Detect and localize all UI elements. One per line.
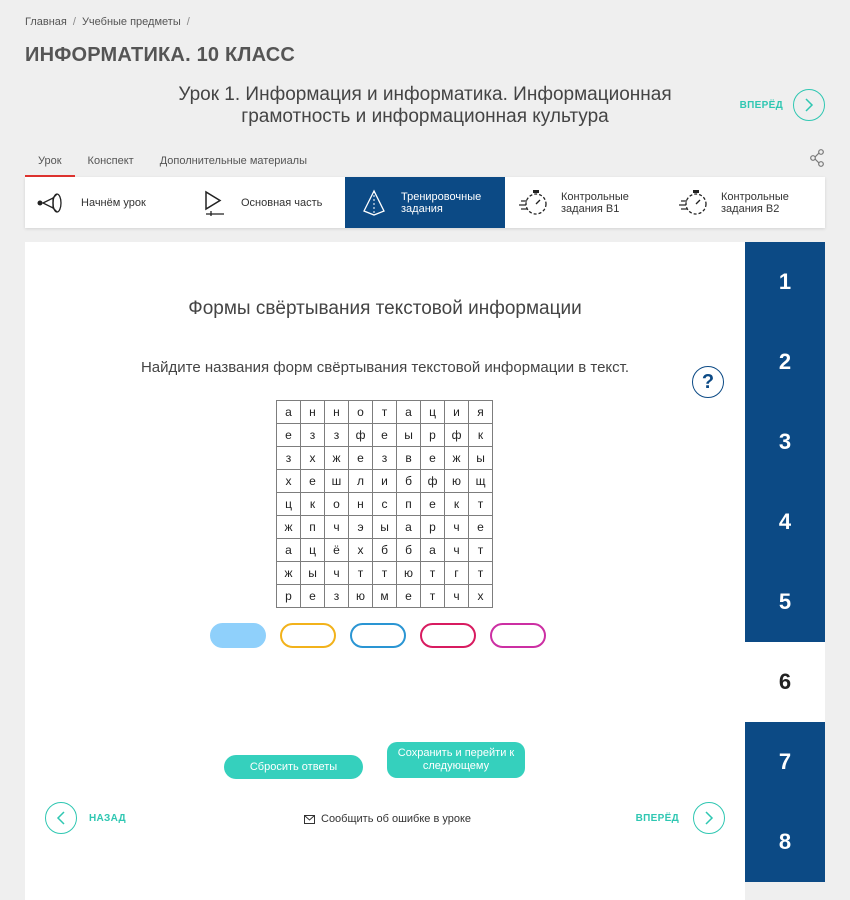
grid-row — [277, 539, 493, 562]
grid-cell[interactable]: е — [301, 585, 325, 608]
breadcrumb — [25, 16, 190, 28]
grid-cell[interactable]: ё — [325, 539, 349, 562]
forward-nav[interactable] — [636, 802, 725, 834]
grid-cell[interactable]: ч — [445, 585, 469, 608]
grid-cell[interactable]: х — [277, 470, 301, 493]
section-control-b2[interactable] — [665, 177, 825, 228]
grid-cell[interactable]: х — [469, 585, 493, 608]
step-3[interactable]: 3 — [745, 402, 825, 482]
megaphone-icon — [37, 188, 71, 218]
grid-cell[interactable]: ю — [349, 585, 373, 608]
grid-cell[interactable]: в — [397, 447, 421, 470]
play-icon — [197, 188, 231, 218]
grid-cell[interactable]: ч — [445, 539, 469, 562]
section-start-lesson-label: Начнём урок — [81, 196, 146, 209]
grid-cell[interactable]: г — [445, 562, 469, 585]
tab-lesson[interactable]: Урок — [25, 155, 75, 177]
section-start-lesson[interactable] — [25, 177, 185, 228]
grid-cell[interactable]: ы — [373, 516, 397, 539]
step-2[interactable]: 2 — [745, 322, 825, 402]
grid-cell[interactable]: н — [301, 401, 325, 424]
grid-row — [277, 493, 493, 516]
grid-cell[interactable]: ы — [301, 562, 325, 585]
grid-row — [277, 424, 493, 447]
grid-cell[interactable]: а — [277, 401, 301, 424]
section-main-part[interactable] — [185, 177, 345, 228]
grid-cell[interactable]: я — [469, 401, 493, 424]
grid-cell[interactable]: з — [373, 447, 397, 470]
save-and-next-button[interactable]: Сохранить и перейти к следующему — [387, 742, 525, 778]
step-5[interactable]: 5 — [745, 562, 825, 642]
lesson-tabs — [25, 155, 320, 177]
grid-cell[interactable]: ю — [397, 562, 421, 585]
grid-cell[interactable]: р — [277, 585, 301, 608]
section-training-tasks-label: Тренировочные задания — [401, 190, 482, 215]
grid-cell[interactable]: ы — [397, 424, 421, 447]
grid-cell[interactable]: б — [373, 539, 397, 562]
lesson-title: Урок 1. Информация и информатика. Информационная грамотность и информационная культура — [178, 84, 672, 127]
step-1[interactable]: 1 — [745, 242, 825, 322]
task-steps — [745, 242, 825, 882]
grid-cell[interactable]: з — [325, 585, 349, 608]
grid-cell[interactable]: и — [445, 401, 469, 424]
task-panel — [25, 242, 745, 900]
grid-cell[interactable]: з — [301, 424, 325, 447]
grid-cell[interactable]: к — [445, 493, 469, 516]
step-8[interactable]: 8 — [745, 802, 825, 882]
grid-row — [277, 562, 493, 585]
grid-cell[interactable]: ж — [445, 447, 469, 470]
tab-extra-materials[interactable]: Дополнительные материалы — [159, 155, 308, 167]
grid-cell[interactable]: ш — [325, 470, 349, 493]
breadcrumb-home[interactable]: Главная — [25, 16, 67, 28]
answer-slot[interactable] — [420, 623, 476, 648]
grid-cell[interactable]: ф — [445, 424, 469, 447]
grid-cell[interactable]: ч — [325, 516, 349, 539]
grid-cell[interactable]: ц — [421, 401, 445, 424]
grid-cell[interactable]: т — [349, 562, 373, 585]
forward-button[interactable] — [693, 802, 725, 834]
grid-cell[interactable]: е — [421, 493, 445, 516]
grid-cell[interactable]: б — [397, 470, 421, 493]
grid-cell[interactable]: е — [469, 516, 493, 539]
grid-cell[interactable]: ы — [469, 447, 493, 470]
word-search-grid — [276, 400, 493, 608]
grid-cell[interactable]: к — [469, 424, 493, 447]
stopwatch-icon — [517, 188, 551, 218]
grid-cell[interactable]: т — [469, 493, 493, 516]
section-main-part-label: Основная часть — [241, 196, 323, 209]
grid-cell[interactable]: о — [325, 493, 349, 516]
grid-cell[interactable]: э — [349, 516, 373, 539]
grid-cell[interactable]: х — [301, 447, 325, 470]
top-forward-nav[interactable] — [740, 89, 825, 121]
answer-slot[interactable] — [280, 623, 336, 648]
grid-cell[interactable]: с — [373, 493, 397, 516]
envelope-icon — [304, 815, 315, 824]
grid-cell[interactable]: з — [325, 424, 349, 447]
share-icon[interactable] — [809, 149, 825, 167]
chevron-right-icon — [704, 811, 714, 825]
grid-row — [277, 585, 493, 608]
reset-answers-button[interactable]: Сбросить ответы — [224, 755, 363, 779]
grid-cell[interactable]: т — [469, 562, 493, 585]
grid-cell[interactable]: т — [373, 562, 397, 585]
grid-cell[interactable]: е — [421, 447, 445, 470]
back-label[interactable]: НАЗАД — [89, 812, 126, 824]
section-training-tasks[interactable] — [345, 177, 505, 228]
grid-cell[interactable]: м — [373, 585, 397, 608]
back-button[interactable] — [45, 802, 77, 834]
task-title: Формы свёртывания текстовой информации — [188, 298, 582, 319]
grid-cell[interactable]: е — [349, 447, 373, 470]
step-6[interactable]: 6 — [745, 642, 825, 722]
grid-cell[interactable]: щ — [469, 470, 493, 493]
task-instruction: Найдите названия форм свёртывания текстовой информации в текст. — [140, 359, 630, 376]
question-mark-icon: ? — [701, 370, 715, 393]
grid-cell[interactable]: п — [397, 493, 421, 516]
step-4[interactable]: 4 — [745, 482, 825, 562]
breadcrumb-separator: / — [72, 16, 76, 28]
section-control-b2-label: Контрольные задания В2 — [721, 190, 789, 215]
grid-cell[interactable]: х — [349, 539, 373, 562]
report-error-label: Сообщить об ошибке в уроке — [321, 813, 472, 825]
answer-slots — [210, 623, 546, 648]
grid-cell[interactable]: ч — [445, 516, 469, 539]
section-bar — [25, 177, 825, 228]
grid-cell[interactable]: т — [421, 562, 445, 585]
step-7[interactable]: 7 — [745, 722, 825, 802]
grid-cell[interactable]: а — [397, 516, 421, 539]
grid-cell[interactable]: т — [373, 401, 397, 424]
grid-cell[interactable]: и — [373, 470, 397, 493]
grid-cell[interactable]: е — [277, 424, 301, 447]
top-forward-label[interactable]: ВПЕРЁД — [739, 99, 783, 111]
grid-cell[interactable]: т — [421, 585, 445, 608]
grid-cell[interactable]: ф — [421, 470, 445, 493]
section-control-b1[interactable] — [505, 177, 665, 228]
grid-cell[interactable]: н — [325, 401, 349, 424]
grid-cell[interactable]: ю — [445, 470, 469, 493]
grid-cell[interactable]: з — [277, 447, 301, 470]
grid-row — [277, 470, 493, 493]
tab-summary[interactable]: Конспект — [87, 155, 134, 167]
chevron-right-icon — [804, 98, 814, 112]
course-title: ИНФОРМАТИКА. 10 КЛАСС — [25, 44, 296, 66]
grid-cell[interactable]: р — [421, 516, 445, 539]
grid-row — [277, 401, 493, 424]
answer-slot[interactable] — [350, 623, 406, 648]
breadcrumb-subjects[interactable]: Учебные предметы — [81, 16, 181, 28]
grid-cell[interactable]: ж — [277, 516, 301, 539]
grid-row — [277, 447, 493, 470]
grid-cell[interactable]: т — [469, 539, 493, 562]
grid-cell[interactable]: е — [397, 585, 421, 608]
answer-slot[interactable] — [210, 623, 266, 648]
stopwatch-icon — [677, 188, 711, 218]
section-control-b1-label: Контрольные задания В1 — [561, 190, 629, 215]
grid-cell[interactable]: ц — [301, 539, 325, 562]
help-button[interactable] — [692, 366, 724, 398]
grid-row — [277, 516, 493, 539]
grid-cell[interactable]: н — [349, 493, 373, 516]
grid-cell[interactable]: р — [421, 424, 445, 447]
grid-cell[interactable]: ж — [325, 447, 349, 470]
grid-cell[interactable]: а — [277, 539, 301, 562]
grid-cell[interactable]: а — [397, 401, 421, 424]
grid-cell[interactable]: ч — [325, 562, 349, 585]
report-error-link[interactable] — [304, 813, 471, 825]
grid-cell[interactable]: о — [349, 401, 373, 424]
top-forward-button[interactable] — [793, 89, 825, 121]
grid-cell[interactable]: б — [397, 539, 421, 562]
grid-cell[interactable]: ф — [349, 424, 373, 447]
breadcrumb-separator: / — [186, 16, 190, 28]
grid-cell[interactable]: п — [301, 516, 325, 539]
grid-cell[interactable]: е — [301, 470, 325, 493]
grid-cell[interactable]: ж — [277, 562, 301, 585]
grid-cell[interactable]: к — [301, 493, 325, 516]
answer-slot[interactable] — [490, 623, 546, 648]
grid-cell[interactable]: л — [349, 470, 373, 493]
pyramid-icon — [357, 188, 391, 218]
forward-label[interactable]: ВПЕРЁД — [635, 812, 679, 824]
chevron-left-icon — [56, 811, 66, 825]
grid-cell[interactable]: ц — [277, 493, 301, 516]
grid-cell[interactable]: а — [421, 539, 445, 562]
grid-cell[interactable]: е — [373, 424, 397, 447]
back-nav[interactable] — [45, 802, 126, 834]
